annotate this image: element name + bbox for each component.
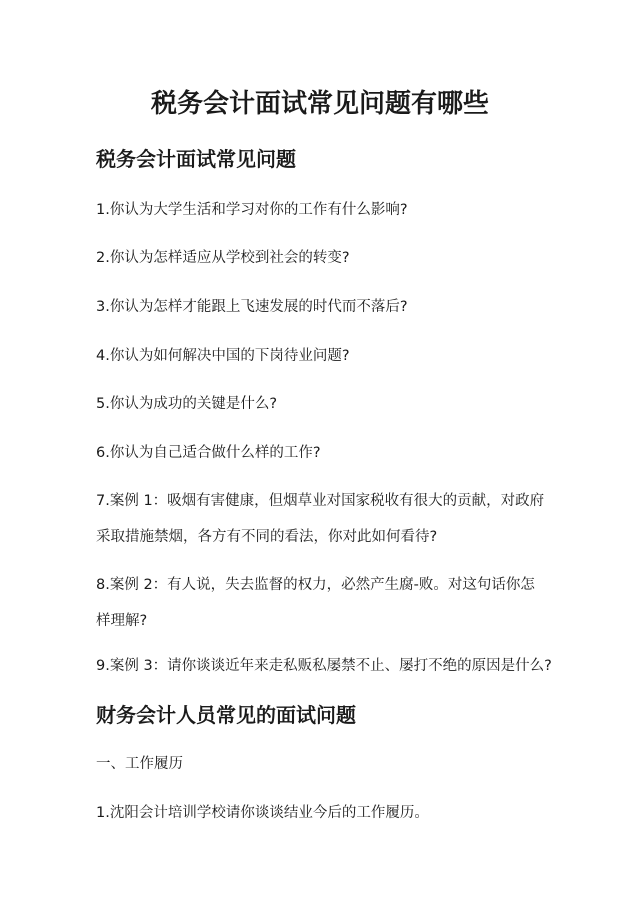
list-item: 1.沈阳会计培训学校请你谈谈结业今后的工作履历。 [96,805,429,821]
subsection-heading: 一、工作履历 [96,756,183,772]
question-item: 3.你认为怎样才能跟上飞速发展的时代而不落后? [96,299,408,315]
document-title: 税务会计面试常见问题有哪些 [150,89,489,119]
section-heading-financial-accounting: 财务会计人员常见的面试问题 [96,703,356,727]
question-item: 2.你认为怎样适应从学校到社会的转变? [96,250,350,266]
section-heading-tax-accounting: 税务会计面试常见问题 [96,147,296,171]
question-item: 9.案例 3：请你谈谈近年来走私贩私屡禁不止、屡打不绝的原因是什么? [96,658,552,674]
question-item: 7.案例 1：吸烟有害健康，但烟草业对国家税收有很大的贡献，对政府采取措施禁烟，各方有不同的看法，你对此如何看待? [96,493,545,545]
question-item: 4.你认为如何解决中国的下岗待业问题? [96,348,350,364]
question-item: 1.你认为大学生活和学习对你的工作有什么影响? [96,202,408,218]
question-item: 8.案例 2：有人说，失去监督的权力，必然产生腐-败。对这句话你怎样理解? [96,577,535,629]
question-item: 6.你认为自己适合做什么样的工作? [96,445,321,461]
question-item: 5.你认为成功的关键是什么? [96,396,278,412]
